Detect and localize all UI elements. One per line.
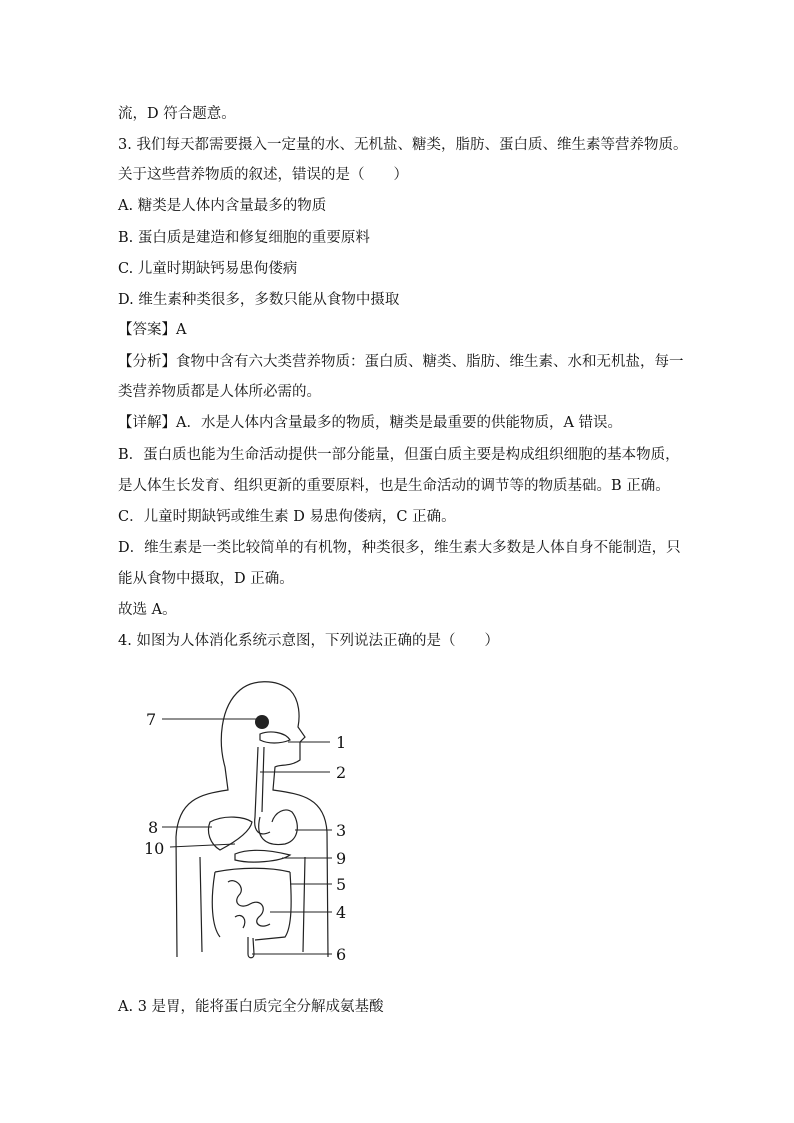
small-intestine [228, 881, 270, 928]
text-line-16: 能从食物中摄取，D 正确。 [118, 571, 294, 587]
esophagus [255, 747, 270, 834]
text-line-17: 故选 A。 [118, 602, 177, 618]
salivary-gland [255, 715, 269, 729]
rectum [248, 937, 254, 958]
option-a-line: A. 3 是胃，能将蛋白质完全分解成氨基酸 [118, 999, 384, 1015]
text-line-11: 【详解】A．水是人体内含量最多的物质，糖类是最重要的供能物质，A 错误。 [118, 415, 623, 431]
label-2: 2 [336, 763, 347, 782]
label-1: 1 [336, 733, 347, 752]
text-line-13: 是人体生长发育、组织更新的重要原料，也是生命活动的调节等的物质基础。B 正确。 [118, 478, 670, 494]
digestive-system-diagram [140, 672, 370, 972]
label-9: 9 [336, 849, 347, 868]
text-line-6: C. 儿童时期缺钙易患佝偻病 [118, 261, 298, 277]
label-4: 4 [336, 903, 347, 922]
text-line-9: 【分析】食物中含有六大类营养物质：蛋白质、糖类、脂肪、维生素、水和无机盐，每一 [118, 354, 684, 370]
text-line-5: B. 蛋白质是建造和修复细胞的重要原料 [118, 230, 370, 246]
label-7: 7 [146, 710, 157, 729]
label-5: 5 [336, 875, 347, 894]
text-line-3: 关于这些营养物质的叙述，错误的是（ ） [118, 167, 408, 183]
mouth [260, 732, 290, 743]
label-6: 6 [336, 945, 347, 964]
text-line-14: C．儿童时期缺钙或维生素 D 易患佝偻病，C 正确。 [118, 509, 456, 525]
text-line-2: 3. 我们每天都需要摄入一定量的水、无机盐、糖类，脂肪、蛋白质、维生素等营养物质。 [118, 137, 688, 153]
text-line-7: D. 维生素种类很多，多数只能从食物中摄取 [118, 292, 400, 308]
text-line-10: 类营养物质都是人体所必需的。 [118, 384, 321, 400]
label-3: 3 [336, 821, 347, 840]
text-line-8: 【答案】A [118, 322, 187, 338]
text-line-1: 流，D 符合题意。 [118, 106, 236, 122]
digestive-system-svg [140, 672, 370, 972]
large-intestine [212, 868, 291, 940]
text-line-18: 4. 如图为人体消化系统示意图，下列说法正确的是（ ） [118, 633, 499, 649]
text-line-15: D．维生素是一类比较简单的有机物，种类很多，维生素大多数是人体自身不能制造，只 [118, 540, 681, 556]
text-line-12: B．蛋白质也能为生命活动提供一部分能量，但蛋白质主要是构成组织细胞的基本物质， [118, 447, 680, 463]
pancreas [235, 850, 290, 862]
stomach [259, 810, 298, 844]
label-8: 8 [148, 818, 159, 837]
body-outline [176, 682, 328, 957]
text-line-4: A. 糖类是人体内含量最多的物质 [118, 198, 327, 214]
label-10: 10 [144, 839, 165, 858]
